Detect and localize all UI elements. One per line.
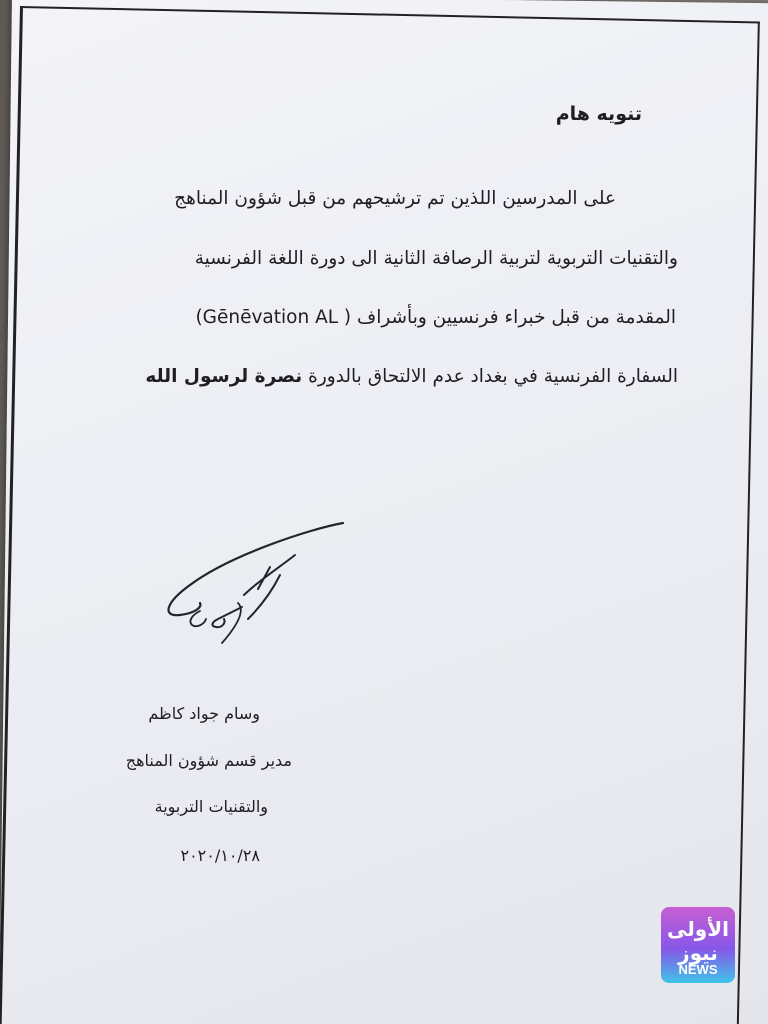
body-line-4 [145,366,678,387]
news-watermark-logo [661,907,735,983]
document-date: ٢٠٢٠/١٠/٢٨ [180,846,260,865]
body-line-4-text: السفارة الفرنسية في بغداد عدم الالتحاق بالدورة [308,366,678,387]
body-line-1: على المدرسين اللذين تم ترشيحهم من قبل شؤون المناهج [174,188,616,209]
body-line-3: المقدمة من قبل خبراء فرنسيين وبأشراف ( Gēnēvation AL) [195,307,676,328]
logo-news-label: NEWS [678,962,718,977]
signatory-title-line-2: والتقنيات التربوية [154,797,268,816]
signatory-name: وسام جواد كاظم [148,704,260,723]
notice-title: تنويه هام [555,103,642,125]
body-line-2: والتقنيات التربوية لتربية الرصافة الثانية الى دورة اللغة الفرنسية [194,248,678,269]
paper-border [0,6,760,1024]
logo-arabic-text: الأولى نيوز [667,917,729,965]
body-line-4-emphasis: نصرة لرسول الله [145,366,303,387]
signatory-title-line-1: مدير قسم شؤون المناهج [125,751,292,770]
handwritten-signature [160,515,350,655]
